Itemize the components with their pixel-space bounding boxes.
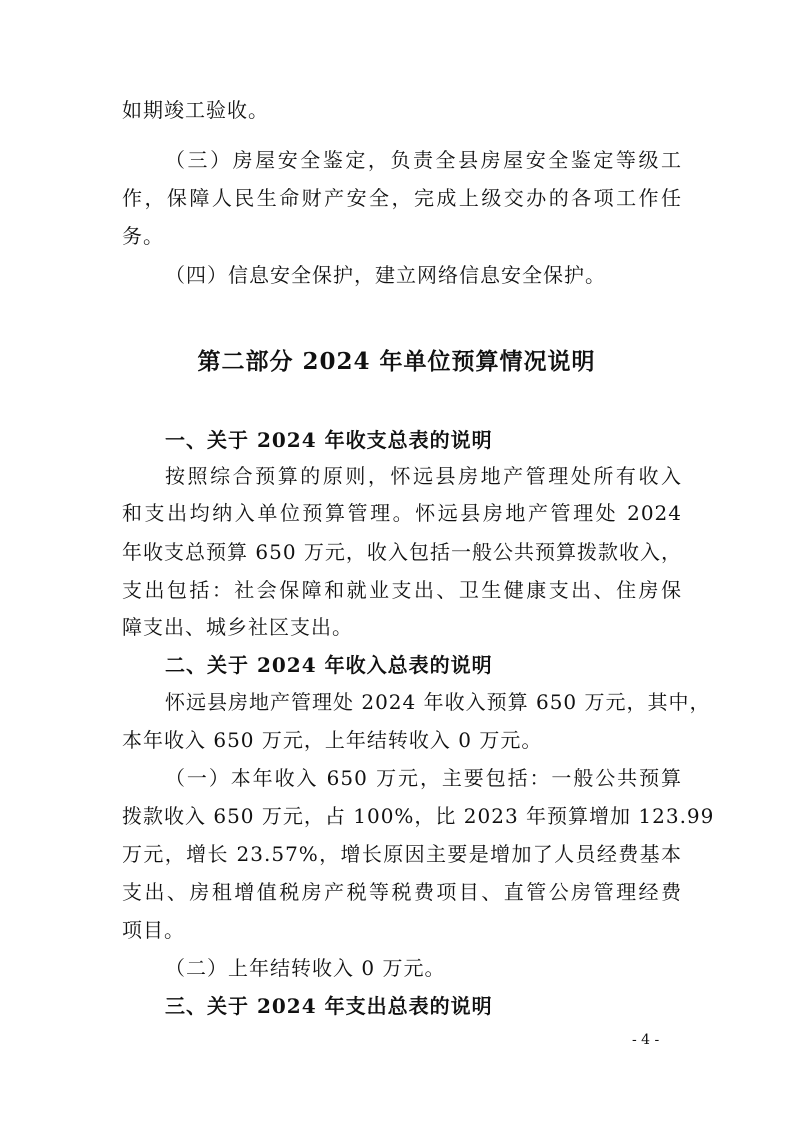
paragraph-line: 拨款收入 650 万元，占 100%，比 2023 年预算增加 123.99: [122, 804, 715, 828]
page-number: - 4 -: [632, 1032, 660, 1048]
paragraph-line: 支出、房租增值税房产税等税费项目、直管公房管理经费: [122, 880, 682, 904]
section-title: 一、关于 2024 年收支总表的说明: [165, 428, 493, 452]
paragraph-line: 万元，增长 23.57%，增长原因主要是增加了人员经费基本: [122, 842, 682, 866]
paragraph-line: 如期竣工验收。: [122, 98, 269, 122]
paragraph-line: 怀远县房地产管理处 2024 年收入预算 650 万元，其中，: [165, 690, 711, 714]
section-title: 二、关于 2024 年收入总表的说明: [165, 653, 493, 677]
paragraph-line: （二）上年结转收入 0 万元。: [165, 956, 446, 980]
paragraph-line: （四）信息安全保护，建立网络信息安全保护。: [165, 263, 606, 287]
paragraph-line: 年收支总预算 650 万元，收入包括一般公共预算拨款收入，: [122, 540, 682, 564]
part-heading: 第二部分 2024 年单位预算情况说明: [197, 348, 596, 375]
paragraph-line: 务。: [122, 224, 164, 248]
paragraph-line: 障支出、城乡社区支出。: [122, 615, 353, 639]
paragraph-line: 本年收入 650 万元，上年结转收入 0 万元。: [122, 728, 543, 752]
paragraph-line: 和支出均纳入单位预算管理。怀远县房地产管理处 2024: [122, 501, 682, 525]
section-title: 三、关于 2024 年支出总表的说明: [165, 994, 493, 1018]
paragraph-line: 支出包括：社会保障和就业支出、卫生健康支出、住房保: [122, 578, 682, 602]
paragraph-line: 按照综合预算的原则，怀远县房地产管理处所有收入: [165, 464, 682, 488]
paragraph-line: 作，保障人民生命财产安全，完成上级交办的各项工作任: [122, 186, 682, 210]
paragraph-line: 项目。: [122, 918, 185, 942]
paragraph-line: （三）房屋安全鉴定，负责全县房屋安全鉴定等级工: [165, 148, 682, 172]
paragraph-line: （一）本年收入 650 万元，主要包括：一般公共预算: [165, 766, 682, 790]
